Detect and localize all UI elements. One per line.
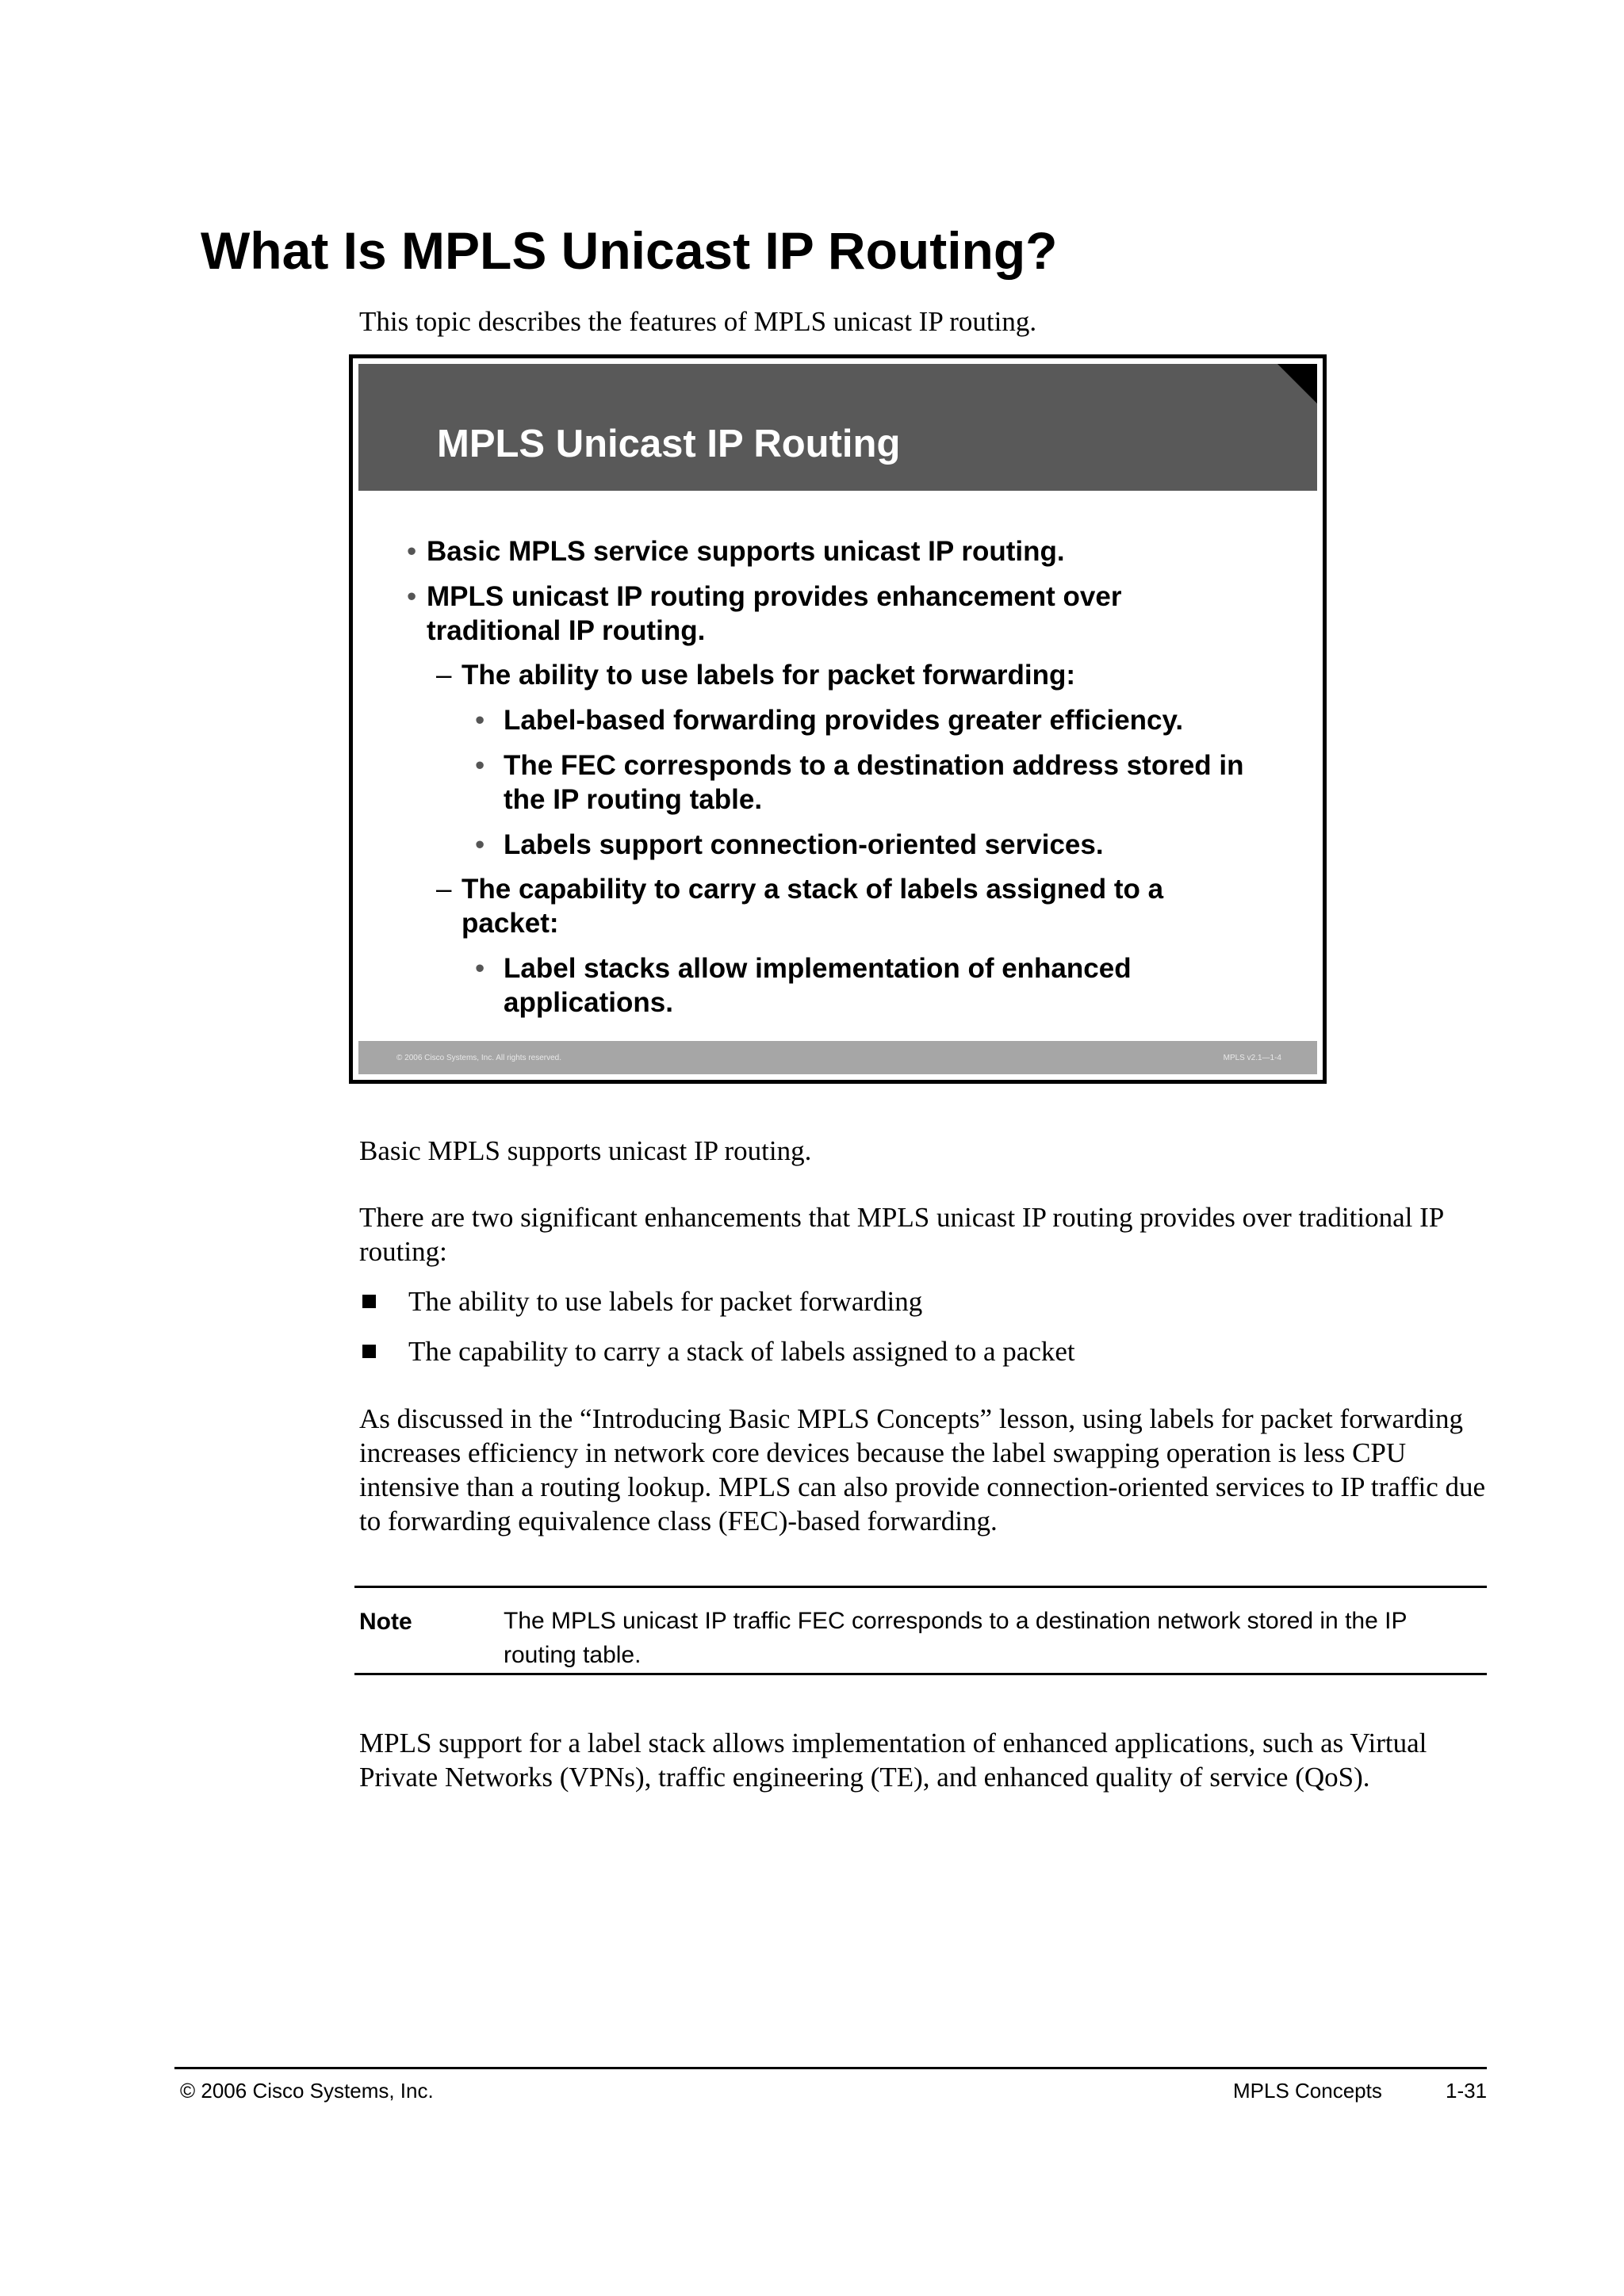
- slide-number: MPLS v2.1—1-4: [1223, 1054, 1281, 1062]
- slide-bullet-text: The capability to carry a stack of labels assigned to a packet:: [462, 874, 1164, 939]
- paragraph: MPLS support for a label stack allows implementation of enhanced applications, such as Virtual Private Networks (VPNs), traffic engineering (TE), and enhanced quality of service (QoS).: [359, 1728, 1427, 1793]
- footer-rule: [174, 2067, 1487, 2069]
- list-item-text: The ability to use labels for packet forwarding: [408, 1286, 923, 1317]
- slide-subsubbullet: [475, 951, 1233, 1020]
- slide-bullet-text: Labels support connection-oriented services.: [504, 829, 1104, 860]
- dash-marker: –: [436, 874, 452, 905]
- bullet-marker: •: [475, 829, 485, 860]
- bullet-marker: •: [407, 581, 417, 612]
- slide-bullet-text: The ability to use labels for packet forwarding:: [462, 660, 1076, 691]
- bullet-marker: •: [475, 953, 485, 984]
- bullet-marker: •: [475, 705, 485, 736]
- square-bullet-icon: [362, 1345, 376, 1358]
- footer-section: MPLS Concepts: [1233, 2079, 1382, 2103]
- dash-marker: –: [436, 660, 452, 691]
- bullet-marker: •: [407, 536, 417, 567]
- slide-bullet-text: Label-based forwarding provides greater efficiency.: [504, 705, 1184, 736]
- footer-page-number: 1-31: [1446, 2079, 1488, 2103]
- bullet-marker: •: [475, 750, 485, 781]
- page-title: What Is MPLS Unicast IP Routing?: [201, 221, 1058, 280]
- slide-footer: [358, 1041, 1317, 1074]
- footer-copyright: © 2006 Cisco Systems, Inc.: [180, 2079, 434, 2103]
- slide-bullet-text: Label stacks allow implementation of enhanced applications.: [504, 953, 1132, 1018]
- paragraph: There are two significant enhancements that MPLS unicast IP routing provides over traditional IP routing:: [359, 1202, 1443, 1267]
- note-text: The MPLS unicast IP traffic FEC corresponds to a destination network stored in the IP routing table.: [504, 1608, 1407, 1668]
- note-top-rule: [354, 1586, 1487, 1588]
- slide-bullet: [407, 534, 1220, 568]
- slide-subsubbullet: [475, 748, 1281, 817]
- slide-subsubbullet: [475, 703, 1281, 737]
- paragraph: As discussed in the “Introducing Basic MPLS Concepts” lesson, using labels for packet forwarding increases efficiency in network core devices because the label swapping operation is less CPU intensive than a routing lookup. MPLS can also provide connection-oriented services to IP traffic due to forwarding equivalence class (FEC)-based forwarding.: [359, 1403, 1486, 1536]
- slide-bullet: [407, 580, 1188, 648]
- note-label: Note: [359, 1609, 412, 1635]
- slide-subbullet: [436, 658, 1207, 692]
- slide-bullet-text: MPLS unicast IP routing provides enhancement over traditional IP routing.: [427, 581, 1122, 646]
- slide-bullet-text: Basic MPLS service supports unicast IP routing.: [427, 536, 1065, 567]
- slide: [349, 354, 1327, 1084]
- list-item-text: The capability to carry a stack of labels assigned to a packet: [408, 1336, 1075, 1367]
- slide-copyright: © 2006 Cisco Systems, Inc. All rights reserved.: [396, 1054, 562, 1062]
- slide-subsubbullet: [475, 828, 1281, 862]
- note-bottom-rule: [354, 1673, 1487, 1675]
- slide-title: MPLS Unicast IP Routing: [437, 423, 901, 465]
- slide-body: [353, 358, 1323, 1080]
- square-bullet-icon: [362, 1295, 376, 1308]
- paragraph: Basic MPLS supports unicast IP routing.: [359, 1135, 812, 1166]
- slide-bullet-text: The FEC corresponds to a destination address stored in the IP routing table.: [504, 750, 1244, 815]
- slide-subbullet: [436, 872, 1223, 940]
- intro-text: This topic describes the features of MPLS unicast IP routing.: [359, 306, 1037, 337]
